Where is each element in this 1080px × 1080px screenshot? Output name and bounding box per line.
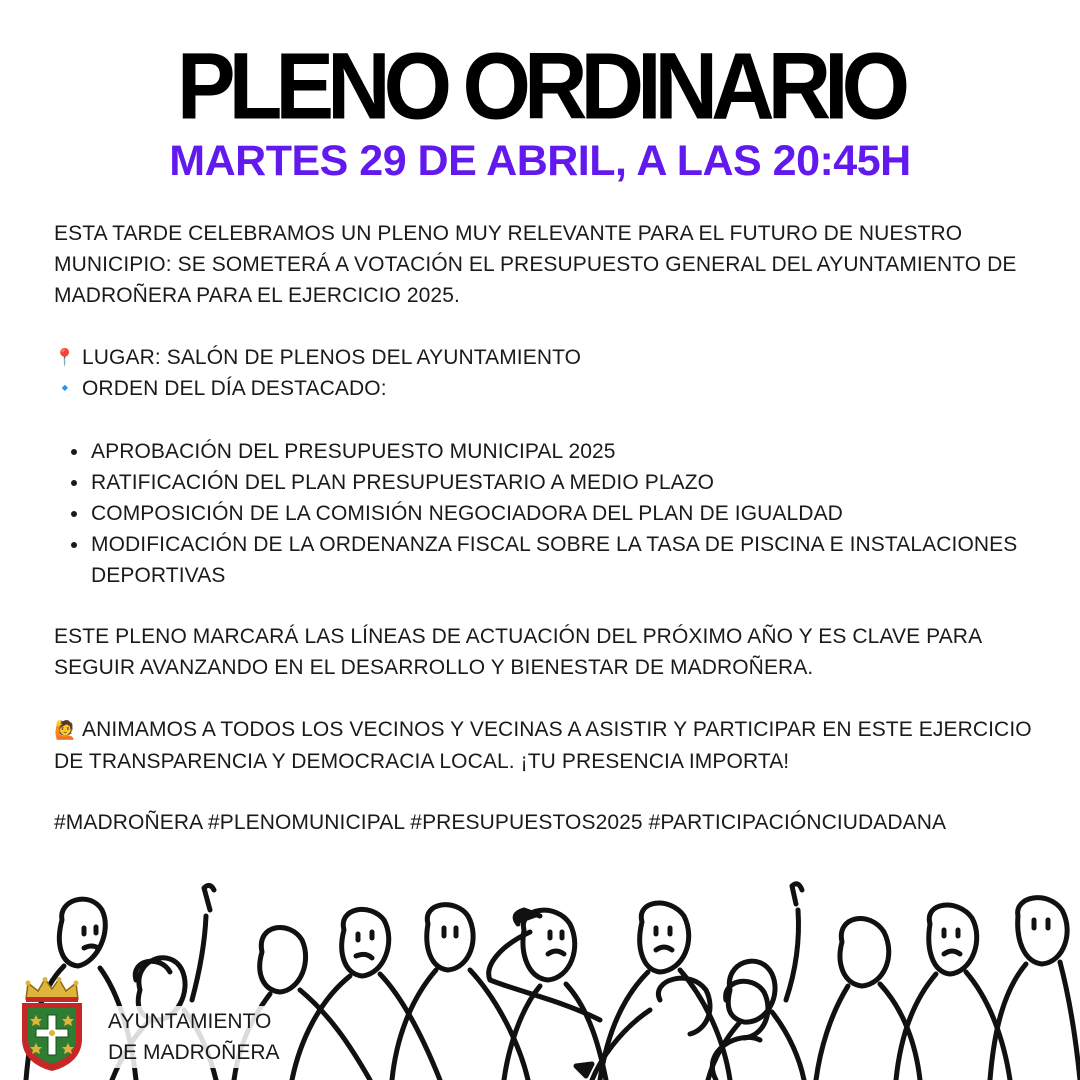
small-blue-diamond-icon: 🔹 xyxy=(55,380,75,397)
person-doodle xyxy=(592,978,710,1080)
person-doodle xyxy=(600,903,730,1080)
intro-paragraph: ESTA TARDE CELEBRAMOS UN PLENO MUY RELEVANTE PARA EL FUTURO DE NUESTRO MUNICIPIO: SE SOMETERÁ A VOTACIÓN EL PRESUPUESTO GENERAL DEL AYUNTAMIENTO DE MADROÑERA PARA EL EJERCICIO 2025. xyxy=(54,222,1017,307)
person-doodle xyxy=(576,1064,592,1076)
list-item: COMPOSICIÓN DE LA COMISIÓN NEGOCIADORA DEL PLAN DE IGUALDAD xyxy=(66,498,1036,529)
agenda-heading-text: ORDEN DEL DÍA DESTACADO: xyxy=(82,377,387,400)
meeting-details xyxy=(54,342,1054,404)
place-line xyxy=(54,342,1054,373)
person-raising-hand-icon: 🙋 xyxy=(54,720,77,740)
event-date-subtitle: MARTES 29 DE ABRIL, A LAS 20:45H xyxy=(169,137,911,185)
council-name xyxy=(108,1006,284,1068)
round-pushpin-icon: 📍 xyxy=(54,348,76,367)
place-text: LUGAR: SALÓN DE PLENOS DEL AYUNTAMIENTO xyxy=(82,346,582,369)
closing-paragraph: ESTE PLENO MARCARÁ LAS LÍNEAS DE ACTUACIÓN DEL PRÓXIMO AÑO Y ES CLAVE PARA SEGUIR AVANZANDO EN EL DESARROLLO Y BIENESTAR DE MADROÑERA. xyxy=(54,625,982,679)
person-doodle xyxy=(816,919,920,1080)
list-item: MODIFICACIÓN DE LA ORDENANZA FISCAL SOBRE LA TASA DE PISCINA E INSTALACIONES DEPORTIVAS xyxy=(66,529,1036,591)
list-item: RATIFICACIÓN DEL PLAN PRESUPUESTARIO A MEDIO PLAZO xyxy=(66,467,1036,498)
agenda-heading xyxy=(54,373,1054,404)
list-item: APROBACIÓN DEL PRESUPUESTO MUNICIPAL 2025 xyxy=(66,436,1036,467)
agenda-list xyxy=(66,436,1036,591)
coat-of-arms-logo xyxy=(18,977,86,1073)
council-name-line2: DE MADROÑERA xyxy=(108,1041,280,1064)
invite-paragraph xyxy=(54,714,1054,777)
hashtags: #MADROÑERA #PLENOMUNICIPAL #PRESUPUESTOS2025 #PARTICIPACIÓNCIUDADANA xyxy=(54,811,947,834)
page-title: PLENO ORDINARIO xyxy=(176,32,904,139)
council-name-line1: AYUNTAMIENTO xyxy=(108,1010,272,1033)
person-doodle xyxy=(489,910,606,1080)
invite-text: ANIMAMOS A TODOS LOS VECINOS Y VECINAS A ASISTIR Y PARTICIPAR EN ESTE EJERCICIO DE TRANSPARENCIA Y DEMOCRACIA LOCAL. ¡TU PRESENCIA IMPORTA! xyxy=(54,718,1032,773)
